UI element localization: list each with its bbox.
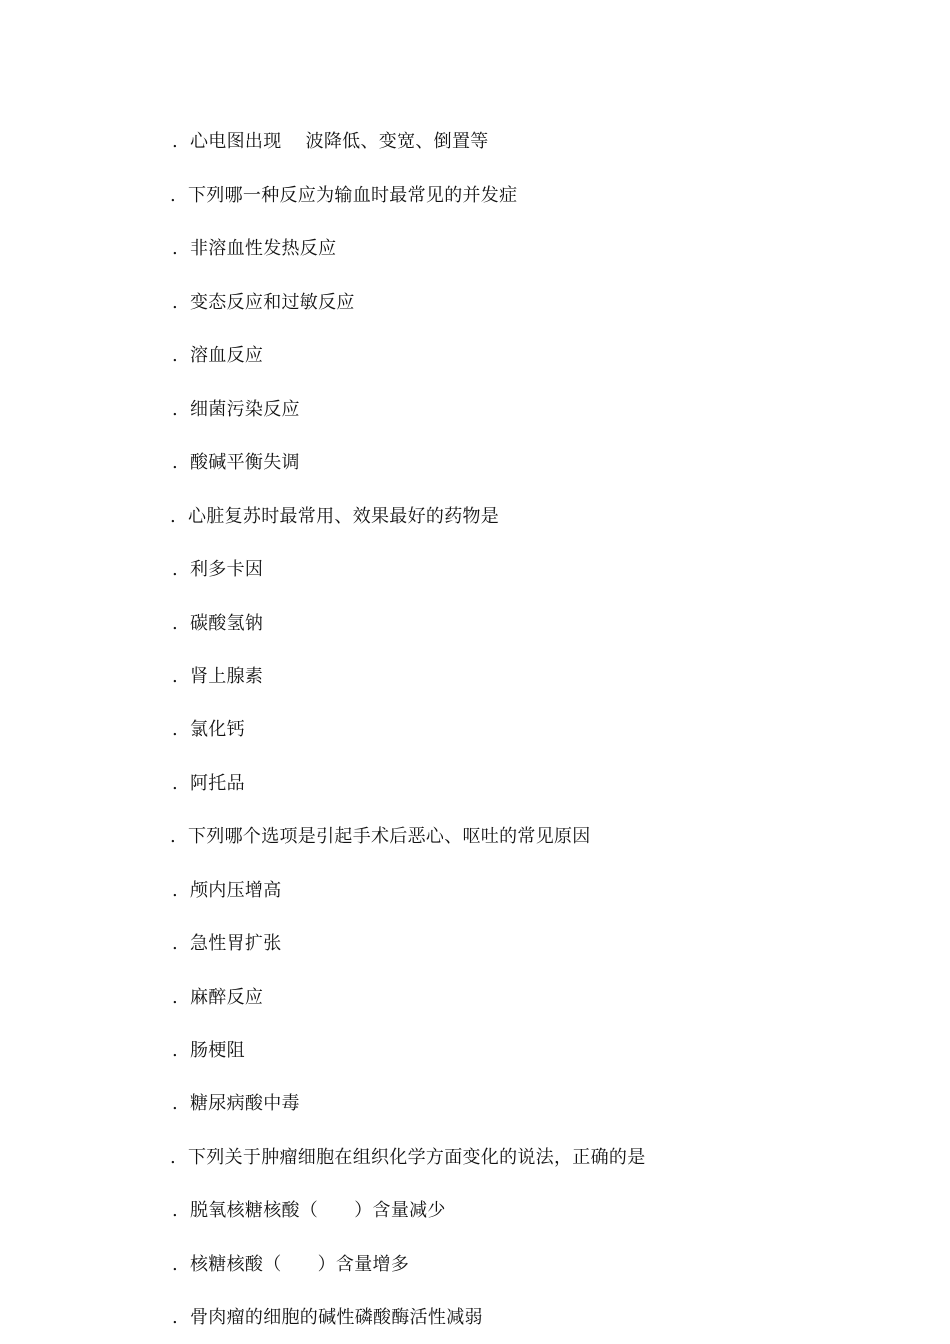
list-item [172, 718, 245, 742]
list-item [172, 772, 245, 796]
list-item [172, 237, 336, 261]
list-item [172, 1039, 245, 1063]
bullet: . [170, 1147, 177, 1168]
bullet: . [172, 933, 179, 954]
line-text: 下列关于肿瘤细胞在组织化学方面变化的说法，正确的是 [188, 1147, 646, 1168]
bullet: . [172, 131, 179, 152]
line-text: 下列哪一种反应为输血时最常见的并发症 [188, 185, 518, 206]
line-text: 细菌污染反应 [190, 399, 300, 420]
line-text: 氯化钙 [190, 719, 245, 740]
question-stem [170, 505, 499, 529]
line-text: 变态反应和过敏反应 [190, 292, 355, 313]
bullet: . [172, 1040, 179, 1061]
list-item [172, 130, 489, 154]
line-text: 碳酸氢钠 [190, 613, 264, 634]
line-text: 颅内压增高 [190, 880, 282, 901]
bullet: . [172, 399, 179, 420]
list-item [172, 986, 263, 1010]
bullet: . [172, 1254, 179, 1275]
line-text: 糖尿病酸中毒 [190, 1093, 300, 1114]
list-item [172, 291, 355, 315]
bullet: . [172, 1200, 179, 1221]
list-item [172, 932, 282, 956]
line-text: 肾上腺素 [190, 666, 264, 687]
line-text: 非溶血性发热反应 [190, 238, 337, 259]
bullet: . [172, 1093, 179, 1114]
line-text: 肠梗阻 [190, 1040, 245, 1061]
list-item [172, 665, 263, 689]
bullet: . [172, 880, 179, 901]
line-text: 心脏复苏时最常用、效果最好的药物是 [188, 506, 500, 527]
list-item [172, 558, 263, 582]
bullet: . [172, 719, 179, 740]
bullet: . [172, 345, 179, 366]
bullet: . [170, 826, 177, 847]
line-text: 酸碱平衡失调 [190, 452, 300, 473]
list-item [172, 612, 263, 636]
list-item [172, 1253, 409, 1277]
bullet: . [170, 506, 177, 527]
list-item [172, 879, 282, 903]
line-text: 下列哪个选项是引起手术后恶心、呕吐的常见原因 [188, 826, 591, 847]
bullet: . [172, 987, 179, 1008]
line-text: 利多卡因 [190, 559, 264, 580]
list-item [172, 1306, 483, 1330]
line-text: 溶血反应 [190, 345, 264, 366]
bullet: . [172, 773, 179, 794]
line-text: 阿托品 [190, 773, 245, 794]
line-text: 麻醉反应 [190, 987, 264, 1008]
question-stem [170, 825, 591, 849]
list-item [172, 398, 300, 422]
list-item [172, 1199, 446, 1223]
list-item [172, 1092, 300, 1116]
bullet: . [172, 238, 179, 259]
question-stem [170, 1146, 646, 1170]
bullet: . [172, 559, 179, 580]
line-text: 心电图出现 波降低、变宽、倒置等 [190, 131, 489, 152]
line-text: 急性胃扩张 [190, 933, 282, 954]
list-item [172, 451, 300, 475]
bullet: . [172, 666, 179, 687]
bullet: . [172, 292, 179, 313]
bullet: . [172, 452, 179, 473]
line-text: 骨肉瘤的细胞的碱性磷酸酶活性减弱 [190, 1307, 483, 1328]
line-text: 脱氧核糖核酸（ ）含量减少 [190, 1200, 446, 1221]
list-item [172, 344, 263, 368]
bullet: . [170, 185, 177, 206]
line-text: 核糖核酸（ ）含量增多 [190, 1254, 410, 1275]
question-stem [170, 184, 517, 208]
bullet: . [172, 613, 179, 634]
bullet: . [172, 1307, 179, 1328]
